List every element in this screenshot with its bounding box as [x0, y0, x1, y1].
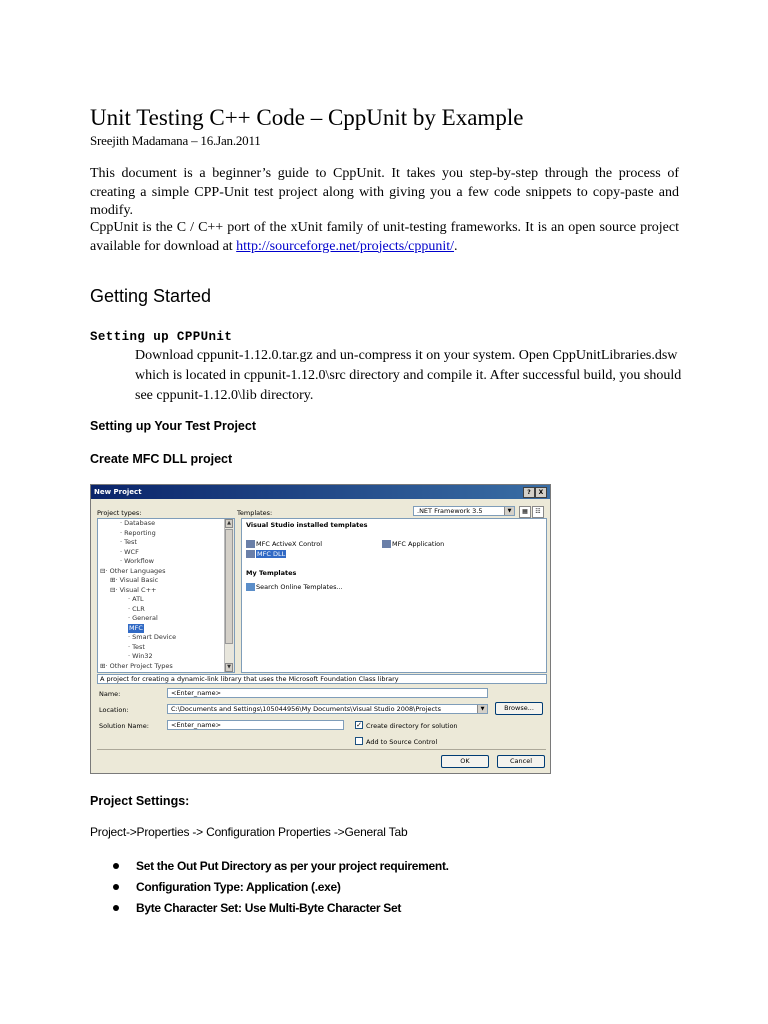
search-online-templates[interactable]	[246, 583, 343, 591]
mfc-dll-icon	[246, 550, 255, 558]
setup-instructions: Download cppunit-1.12.0.tar.gz and un-compress it on your system. Open CppUnitLibraries.dsw which is located in cppunit-1.12.0\src directory and compile it. After successful build, you should see cppunit-1.12.0\lib directory.	[135, 348, 682, 403]
add-source-control-checkbox[interactable]	[355, 737, 363, 745]
tree-item[interactable]: · Win32	[128, 652, 153, 660]
new-project-dialog-screenshot	[90, 484, 551, 774]
cppunit-paragraph-end: .	[454, 238, 458, 254]
tree-item[interactable]: ⊞· Other Project Types	[100, 661, 173, 670]
cppunit-paragraph-text: CppUnit is the C / C++ port of the xUnit family of unit-testing frameworks. It is an open source project available for download at	[90, 220, 679, 254]
tree-item[interactable]: · CLR	[128, 604, 145, 613]
dialog-separator	[97, 749, 546, 750]
list-item	[113, 856, 449, 877]
author-date-line: Sreejith Madamana – 16.Jan.2011	[90, 133, 261, 148]
intro-paragraph: This document is a beginner’s guide to CppUnit. It takes you step-by-step through the process of creating a simple CPP-Unit test project along with giving you a few code snippets to copy-paste and modify.	[90, 166, 679, 218]
tree-item[interactable]: · Database	[120, 519, 156, 527]
name-label: Name:	[99, 690, 121, 698]
test-project-heading: Setting up Your Test Project	[90, 419, 256, 433]
dialog-titlebar	[91, 485, 550, 499]
bullet-icon	[113, 884, 119, 890]
selected-label: MFC	[129, 623, 143, 632]
project-types-label: Project types:	[97, 509, 142, 517]
tree-item[interactable]: · Workflow	[120, 557, 154, 565]
tree-scrollbar[interactable]	[224, 519, 234, 672]
create-directory-label: Create directory for solution	[366, 722, 458, 730]
tree-item[interactable]: ⊟· Other Languages	[100, 566, 166, 575]
template-description: A project for creating a dynamic-link library that uses the Microsoft Foundation Class library	[97, 674, 547, 684]
tree-item[interactable]: · WCF	[120, 547, 139, 556]
tree-item[interactable]: · ATL	[128, 595, 144, 603]
tree-item[interactable]: ⊞· Visual Basic	[110, 576, 159, 584]
list-item-text: Set the Out Put Directory as per your project requirement.	[136, 859, 449, 873]
list-item	[113, 898, 449, 919]
my-templates-header: My Templates	[246, 569, 297, 577]
templates-pane[interactable]	[241, 518, 547, 673]
add-source-control-label: Add to Source Control	[366, 738, 438, 746]
installed-templates-header: Visual Studio installed templates	[246, 521, 368, 529]
scroll-up-icon[interactable]: ▲	[225, 519, 233, 528]
bullet-icon	[113, 863, 119, 869]
bullet-icon	[113, 905, 119, 911]
browse-button[interactable]: Browse...	[495, 702, 543, 715]
template-label-selected: MFC DLL	[257, 550, 286, 558]
create-mfc-heading: Create MFC DLL project	[90, 452, 233, 466]
template-mfc-activex[interactable]	[246, 540, 322, 548]
framework-value: .NET Framework 3.5	[417, 507, 483, 515]
list-item-text: Byte Character Set: Use Multi-Byte Character Set	[136, 901, 402, 915]
help-icon[interactable]: ?	[523, 487, 535, 498]
tree-item-selected[interactable]	[98, 624, 234, 634]
sourceforge-link[interactable]: http://sourceforge.net/projects/cppunit/	[236, 238, 455, 254]
tree-item[interactable]: · Test	[120, 538, 137, 546]
location-label: Location:	[99, 706, 129, 714]
tree-item[interactable]: · General	[128, 614, 158, 622]
project-settings-heading: Project Settings:	[90, 794, 190, 808]
template-mfc-application[interactable]	[382, 540, 444, 548]
list-item-text: Configuration Type: Application (.exe)	[136, 880, 341, 894]
ok-button[interactable]: OK	[441, 755, 489, 768]
templates-label: Templates:	[237, 509, 273, 517]
scroll-down-icon[interactable]: ▼	[225, 663, 233, 672]
cancel-button[interactable]: Cancel	[497, 755, 545, 768]
location-input[interactable]	[167, 704, 488, 714]
framework-select[interactable]	[413, 506, 515, 516]
mfc-application-icon	[382, 540, 391, 548]
getting-started-heading: Getting Started	[90, 286, 212, 306]
template-label: Search Online Templates...	[256, 583, 343, 591]
large-icons-view-icon[interactable]: ▦	[519, 506, 531, 518]
search-online-icon	[246, 583, 255, 591]
mfc-activex-icon	[246, 540, 255, 548]
dialog-title: New Project	[94, 488, 142, 496]
settings-path: Project->Properties -> Configuration Properties ->General Tab	[90, 825, 408, 839]
template-label: MFC Application	[392, 540, 445, 548]
location-value: C:\Documents and Settings\105044956\My Documents\Visual Studio 2008\Projects	[171, 705, 441, 713]
tree-item[interactable]: · Reporting	[120, 528, 156, 537]
create-directory-checkbox[interactable]: ✓	[356, 721, 362, 729]
setting-up-cppunit-heading: Setting up CPPUnit	[90, 330, 233, 344]
template-label: MFC ActiveX Control	[256, 540, 323, 548]
chevron-down-icon[interactable]: ▼	[504, 507, 514, 515]
project-types-tree[interactable]	[97, 518, 235, 673]
document-title: Unit Testing C++ Code – CppUnit by Example	[90, 105, 524, 130]
name-input[interactable]: <Enter_name>	[167, 688, 488, 698]
cppunit-paragraph	[90, 219, 679, 256]
settings-list	[113, 856, 449, 919]
chevron-down-icon[interactable]: ▼	[477, 705, 487, 713]
list-item	[113, 877, 449, 898]
template-mfc-dll[interactable]	[246, 550, 286, 558]
scroll-thumb[interactable]	[225, 529, 233, 644]
solution-name-label: Solution Name:	[99, 722, 149, 730]
solution-name-input[interactable]: <Enter_name>	[167, 720, 344, 730]
close-icon[interactable]: X	[535, 487, 547, 498]
tree-item[interactable]: · Smart Device	[128, 633, 177, 641]
tree-item[interactable]: · Test	[128, 642, 145, 651]
tree-item[interactable]: ⊟· Visual C++	[110, 585, 157, 594]
small-icons-view-icon[interactable]: ☷	[532, 506, 544, 518]
